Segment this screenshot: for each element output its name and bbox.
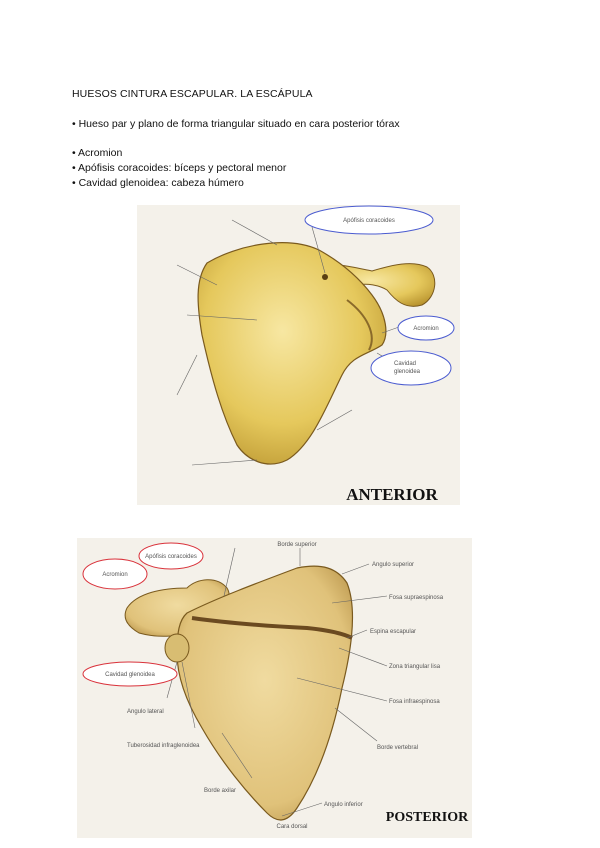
bullet-description: • Hueso par y plano de forma triangular situado en cara posterior tórax [72,118,400,130]
figure-posterior [77,538,472,838]
caption-posterior: POSTERIOR [385,810,469,825]
label-cara-dorsal: Cara dorsal [276,824,308,830]
label-coracoides: Apófisis coracoides [343,218,395,224]
figure-anterior [137,205,460,505]
label-borde-axilar: Borde axilar [204,788,237,794]
label-fosa-infraespinosa: Fosa infraespinosa [389,699,440,705]
scapula-posterior-illustration [77,538,472,838]
page-title: HUESOS CINTURA ESCAPULAR. LA ESCÁPULA [72,88,313,100]
bullet-cavidad: • Cavidad glenoidea: cabeza húmero [72,177,244,189]
label-zona-triangular: Zona triangular lisa [389,664,441,670]
label-borde-superior: Borde superior [277,542,317,548]
label-borde-vertebral: Borde vertebral [377,745,419,751]
label-cavidad-1: Cavidad [393,361,417,367]
label-angulo-inferior: Angulo inferior [324,802,363,808]
label-espina-escapular: Espina escapular [370,629,417,635]
bullet-acromion: • Acromion [72,147,123,159]
label-circle-cavidad [371,351,451,385]
bullet-coracoides: • Apófisis coracoides: bíceps y pectoral menor [72,162,287,174]
label-fosa-supraespinosa: Fosa supraespinosa [389,595,444,601]
scapula-anterior-illustration [137,205,460,505]
label-acromion: Acromion [102,572,128,578]
label-cavidad-2: glenoidea [393,369,421,375]
label-acromion: Acromion [413,326,439,332]
label-angulo-superior: Angulo superior [372,562,415,568]
label-coracoides: Apófisis coracoides [145,554,197,560]
label-cavidad: Cavidad glenoidea [105,672,155,678]
label-tuberosidad: Tuberosidad infraglenoidea [127,743,200,749]
caption-anterior: ANTERIOR [346,485,438,504]
label-angulo-lateral: Angulo lateral [127,709,164,715]
